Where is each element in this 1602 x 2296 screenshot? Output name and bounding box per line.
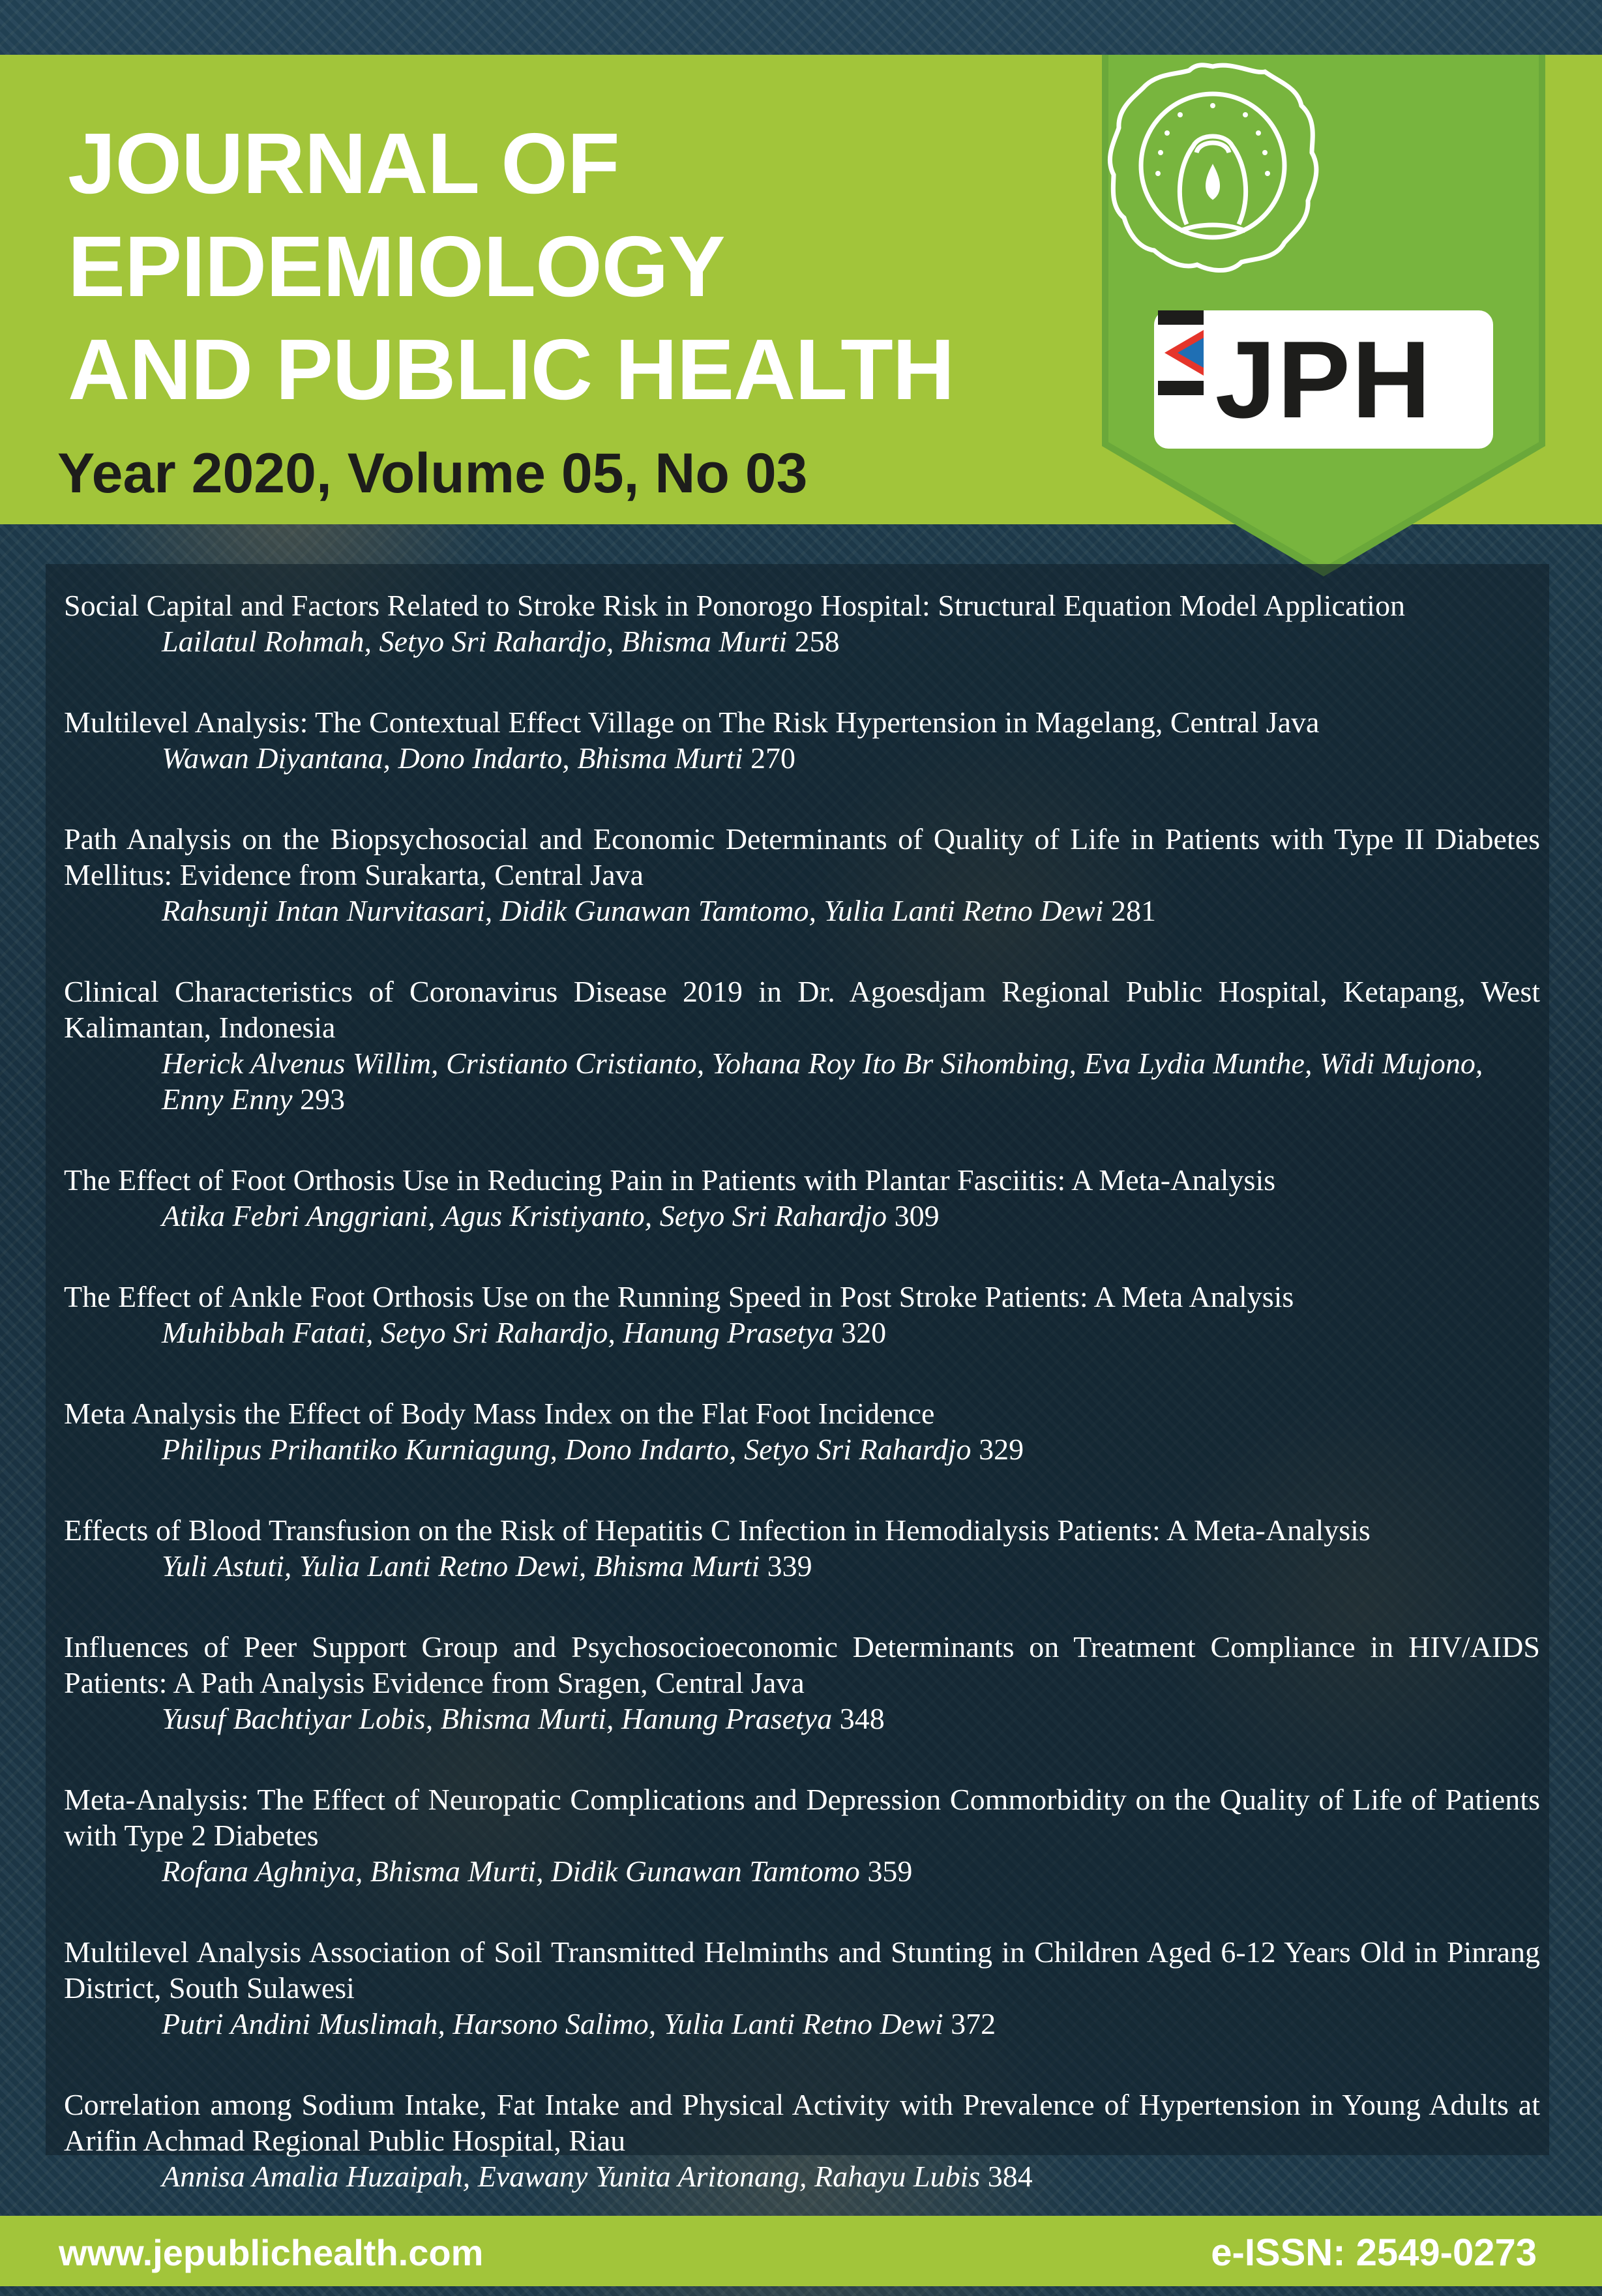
article-page-number: 281 <box>1110 894 1156 927</box>
article-byline <box>64 893 1540 929</box>
article-title: Meta-Analysis: The Effect of Neuropatic Complications and Depression Commorbidity on the Quality of Life of Patients with Type 2 Diabetes <box>64 1783 1540 1852</box>
article-entry[interactable] <box>64 1782 1540 1889</box>
article-title: Social Capital and Factors Related to Stroke Risk in Ponorogo Hospital: Structural Equation Model Application <box>64 589 1405 622</box>
article-byline <box>64 1701 1540 1737</box>
article-authors: Muhibbah Fatati, Setyo Sri Rahardjo, Hanung Prasetya <box>162 1316 834 1349</box>
article-entry[interactable] <box>64 1629 1540 1737</box>
article-authors: Lailatul Rohmah, Setyo Sri Rahardjo, Bhisma Murti <box>162 625 788 658</box>
article-byline <box>64 1853 1540 1889</box>
article-byline <box>64 740 1540 776</box>
article-entry[interactable] <box>64 2087 1540 2194</box>
article-byline <box>64 1431 1540 1467</box>
article-title: Multilevel Analysis Association of Soil Transmitted Helminths and Stunting in Children Aged 6-12 Years Old in Pinrang District, South Sulawesi <box>64 1935 1540 2005</box>
article-title: The Effect of Foot Orthosis Use in Reducing Pain in Patients with Plantar Fasciitis: A Meta-Analysis <box>64 1163 1276 1197</box>
article-entry[interactable] <box>64 588 1540 659</box>
article-page-number: 348 <box>839 1702 885 1735</box>
article-byline <box>64 2158 1540 2194</box>
article-authors: Yusuf Bachtiyar Lobis, Bhisma Murti, Hanung Prasetya <box>162 1702 833 1735</box>
jeph-e-mark-icon <box>1158 310 1204 395</box>
university-seal-icon <box>1102 55 1324 276</box>
article-title: Clinical Characteristics of Coronavirus Disease 2019 in Dr. Agoesdjam Regional Public Hospital, Ketapang, West Kalimantan, Indonesia <box>64 975 1540 1044</box>
article-page-number: 329 <box>979 1433 1024 1466</box>
article-page-number: 270 <box>750 741 795 775</box>
logo-pennant <box>1102 55 1545 589</box>
article-entry[interactable] <box>64 704 1540 776</box>
article-page-number: 359 <box>867 1855 913 1888</box>
article-page-number: 384 <box>987 2160 1033 2193</box>
article-title: Influences of Peer Support Group and Psychosocioeconomic Determinants on Treatment Compliance in HIV/AIDS Patients: A Path Analysis Evidence from Sragen, Central Java <box>64 1630 1540 1699</box>
article-entry[interactable] <box>64 821 1540 929</box>
journal-title-line: JOURNAL OF <box>68 115 619 211</box>
jeph-logo <box>1154 310 1493 449</box>
article-entry[interactable] <box>64 1279 1540 1350</box>
article-byline <box>64 1198 1540 1234</box>
article-title: Multilevel Analysis: The Contextual Effect Village on The Risk Hypertension in Magelang, Central Java <box>64 706 1320 739</box>
table-of-contents <box>46 564 1549 2193</box>
article-authors: Philipus Prihantiko Kurniagung, Dono Indarto, Setyo Sri Rahardjo <box>162 1433 972 1466</box>
website-link[interactable]: www.jepublichealth.com <box>59 2232 484 2273</box>
article-title: Path Analysis on the Biopsychosocial and Economic Determinants of Quality of Life in Patients with Type II Diabetes Mellitus: Evidence from Surakarta, Central Java <box>64 822 1540 891</box>
jeph-logo-text: J PH <box>1154 310 1493 449</box>
article-byline <box>64 1315 1540 1350</box>
article-authors: Yuli Astuti, Yulia Lanti Retno Dewi, Bhisma Murti <box>162 1549 760 1583</box>
article-page-number: 293 <box>300 1082 346 1116</box>
article-authors: Annisa Amalia Huzaipah, Evawany Yunita Aritonang, Rahayu Lubis <box>162 2160 981 2193</box>
article-title: Correlation among Sodium Intake, Fat Intake and Physical Activity with Prevalence of Hypertension in Young Adults at Arifin Achmad Regional Public Hospital, Riau <box>64 2088 1540 2157</box>
article-page-number: 320 <box>841 1316 887 1349</box>
journal-title-line: AND PUBLIC HEALTH <box>68 321 955 417</box>
article-title: Meta Analysis the Effect of Body Mass Index on the Flat Foot Incidence <box>64 1397 935 1430</box>
article-authors: Wawan Diyantana, Dono Indarto, Bhisma Murti <box>162 741 743 775</box>
article-entry[interactable] <box>64 1395 1540 1467</box>
article-page-number: 339 <box>767 1549 812 1583</box>
issn-number: e-ISSN: 2549-0273 <box>1211 2231 1537 2274</box>
issue-line: Year 2020, Volume 05, No 03 <box>57 442 808 505</box>
article-authors: Rofana Aghniya, Bhisma Murti, Didik Gunawan Tamtomo <box>162 1855 860 1888</box>
article-authors: Herick Alvenus Willim, Cristianto Cristianto, Yohana Roy Ito Br Sihombing, Eva Lydia Munthe, Widi Mujono, Enny Enny <box>162 1047 1483 1116</box>
article-authors: Rahsunji Intan Nurvitasari, Didik Gunawan Tamtomo, Yulia Lanti Retno Dewi <box>162 894 1104 927</box>
article-authors: Atika Febri Anggriani, Agus Kristiyanto, Setyo Sri Rahardjo <box>162 1199 887 1232</box>
journal-title-line: EPIDEMIOLOGY <box>68 218 725 314</box>
article-list <box>64 588 1540 2239</box>
article-entry[interactable] <box>64 1162 1540 1234</box>
article-byline <box>64 1045 1540 1117</box>
article-entry[interactable] <box>64 1512 1540 1584</box>
journal-title <box>68 112 1046 421</box>
article-title: The Effect of Ankle Foot Orthosis Use on the Running Speed in Post Stroke Patients: A Meta Analysis <box>64 1280 1294 1313</box>
article-entry[interactable] <box>64 974 1540 1117</box>
article-page-number: 309 <box>894 1199 940 1232</box>
article-entry[interactable] <box>64 1934 1540 2042</box>
article-byline <box>64 1548 1540 1584</box>
article-page-number: 372 <box>951 2007 996 2040</box>
article-byline <box>64 2006 1540 2042</box>
article-authors: Putri Andini Muslimah, Harsono Salimo, Yulia Lanti Retno Dewi <box>162 2007 943 2040</box>
article-page-number: 258 <box>794 625 840 658</box>
article-byline <box>64 623 1540 659</box>
article-title: Effects of Blood Transfusion on the Risk of Hepatitis C Infection in Hemodialysis Patients: A Meta-Analysis <box>64 1513 1371 1547</box>
